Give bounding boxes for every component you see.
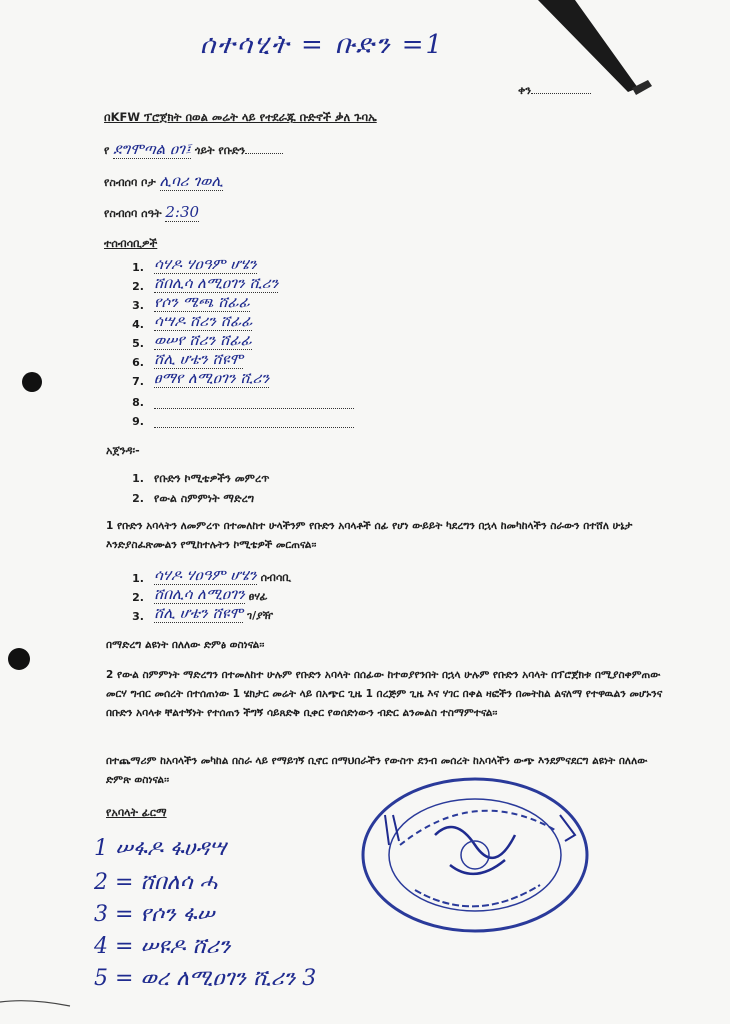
list-item: 5. ወሠየ ሸሪን ሸፊፊ — [132, 331, 252, 350]
list-item: 1. ሳሃዶ ሃዐዓም ሆሄን ሰብሳቢ — [132, 566, 291, 585]
paragraph: 1 የቡድን አባላትን ለመምረጥ በተመለከተ ሁላችንም የቡድን አባላቶች ሰፊ የሆነ ውይይት ካደረግን በኋላ ከመካከላችን ስራውን በተሸለ ሁኔታ እንድያስፈጽሙልን የሚከተሉትን ኮሚቴዎች መርጠናል፡፡ — [106, 520, 633, 551]
signature-line: 1 ሠፋዶ ፋሀዳሣ — [94, 836, 227, 861]
list-item: 2. ሸበሊሳ ለሚዐገን ፀሃፊ — [132, 585, 268, 604]
attendees-heading: ተሰብሳቢዎች — [104, 237, 158, 250]
group-name-field: የ ደግሞጣል ዐገ፤ ጎይት የቡድን — [104, 140, 283, 159]
list-item: 1. የቡድን ኮሚቴዎችን መምረጥ — [132, 472, 270, 485]
list-item: 6. ሸሊ ሆቴን ሸዩሞ — [132, 350, 244, 369]
paragraph: በተጨማሪም ከአባላችን መካከል በስራ ላይ የማይገኝ ቢኖር በማህበራችን የውስጥ ደንብ መሰረት ከአባላችን ውጭ እንደምናደርግ ልዩነት በለለው ድምጽ ወስነናል፡፡ — [106, 755, 648, 786]
punch-hole — [22, 372, 42, 392]
list-item: 2. የውል ስምምነት ማድረግ — [132, 492, 255, 505]
signature-line: 5 = ወረ ለሚዐገን ሺሪን 3 — [94, 966, 317, 991]
signature-line: 4 = ሠዩዶ ሸሪን — [94, 934, 231, 959]
paragraph: በማድረግ ልዩነት በለለው ድምፅ ወስነናል፡፡ — [106, 639, 265, 651]
meeting-time-field: የስብሰባ ሰዓት 2:30 — [104, 203, 200, 221]
list-item: 2. ሸበሊሳ ለሚዐገን ሺሪን — [132, 274, 279, 293]
handwritten-header: ሰተሳሂት = ቡድን =1 — [200, 30, 445, 60]
list-item: 1. ሳሃዶ ሃዐዓም ሆሄን — [132, 255, 257, 274]
signatures-heading: የአባላት ፊርማ — [106, 806, 167, 819]
scan-edge-mark — [0, 990, 80, 1024]
agenda-heading: አጀንዳ፡- — [106, 444, 140, 457]
list-item: 3. የሶን ሜጫ ሸፊፊ — [132, 293, 250, 312]
list-item: 7. ፀማየ ለሚዐገን ሺሪን — [132, 369, 270, 388]
document-title: በKFW ፕሮጀክት በወል መሬት ላይ የተደራጁ ቡድኖች ቃለ ጉባኤ — [104, 110, 377, 124]
paragraph: 2 የውል ስምምነት ማድረግን በተመለከተ ሁሉም የቡድን አባላት በሰፊው ከተወያየንበት በኋላ ሁሉም የቡድን አባላት በፕሮጀክቱ በሚያስቀምጠው መርሃ ግብር መሰረት በተሰጠነው 1 ሄክታር መሬት ላይ በአጭር ጊዜ 1 በረጅም ጊዜ እና ሃገር በቀል ዛፎችን በመትከል ልናለማ የተዋዉልን መሆኑንና በቡድን አባላቱ ቸልተኝነት የተሰጠን ችግኝ ሳይጸድቅ ቢቀር የወሰድነውን ብድር ልንመልስ ተስማምተናል፡፡ — [106, 669, 663, 719]
official-stamp — [355, 775, 595, 935]
signature-line: 3 = የሶን ፋሠ — [94, 902, 215, 927]
list-item: 3. ሸሊ ሆቴን ሸዩሞ ገ/ያዥ — [132, 604, 274, 623]
list-item: 8. — [128, 390, 354, 409]
list-item: 4. ሳሣዶ ሸሪን ሸፊፊ — [132, 312, 253, 331]
signature-line: 2 = ሸበለሳ ሓ — [94, 870, 218, 895]
meeting-place-field: የስብሰባ ቦታ ሊባሪ ገወሊ — [104, 172, 223, 190]
list-item: 9. — [128, 409, 354, 428]
date-field: ቀን — [518, 84, 591, 98]
punch-hole — [8, 648, 30, 670]
